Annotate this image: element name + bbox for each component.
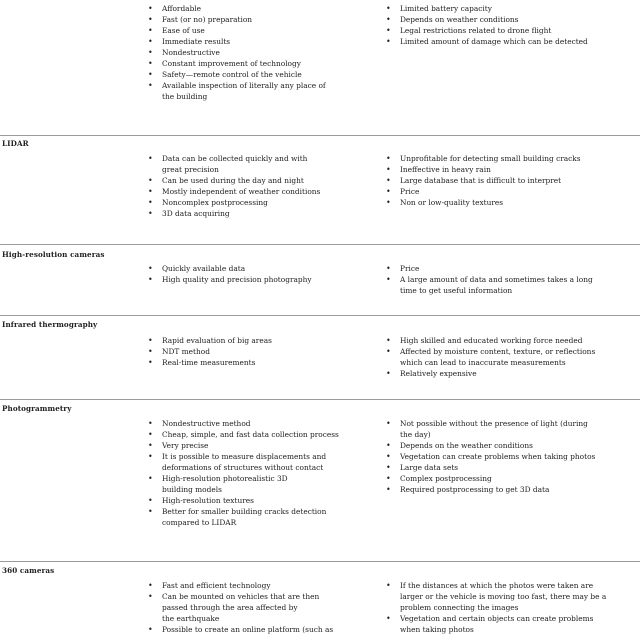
list-item: • Affected by moisture content, texture, or reflections which can lead to inaccurate measurements <box>386 346 636 368</box>
section-title: LIDAR <box>2 139 29 148</box>
list-item: • Large database that is difficult to interpret <box>386 175 636 186</box>
list-item: • Rapid evaluation of big areas <box>148 335 358 346</box>
disadvantages-list <box>386 580 636 635</box>
advantages-list <box>148 263 358 285</box>
list-item: • Constant improvement of technology <box>148 58 358 69</box>
list-item: • Legal restrictions related to drone flight <box>386 25 636 36</box>
list-item: • Complex postprocessing <box>386 473 636 484</box>
section-title: 360 cameras <box>2 566 55 575</box>
list-item: • Required postprocessing to get 3D data <box>386 484 636 495</box>
list-item: • Affordable <box>148 3 358 14</box>
list-item: • 3D data acquiring <box>148 208 358 219</box>
list-item: • If the distances at which the photos were taken are larger or the vehicle is moving too fast, there may be a problem connecting the images <box>386 580 636 613</box>
list-item: • Ease of use <box>148 25 358 36</box>
list-item: • High quality and precision photography <box>148 274 358 285</box>
list-item: • Depends on weather conditions <box>386 14 636 25</box>
list-item: • Relatively expensive <box>386 368 636 379</box>
list-item: • Mostly independent of weather conditions <box>148 186 358 197</box>
list-item: • Nondestructive <box>148 47 358 58</box>
list-item: • Better for smaller building cracks detection compared to LIDAR <box>148 506 358 528</box>
list-item: • Price <box>386 263 636 274</box>
disadvantages-list <box>386 153 636 208</box>
disadvantages-list <box>386 263 636 296</box>
disadvantages-list <box>386 3 636 47</box>
advantages-list <box>148 335 358 368</box>
list-item: • A large amount of data and sometimes takes a long time to get useful information <box>386 274 636 296</box>
list-item: • Safety—remote control of the vehicle <box>148 69 358 80</box>
list-item: • High skilled and educated working force needed <box>386 335 636 346</box>
list-item: • Data can be collected quickly and with great precision <box>148 153 358 175</box>
list-item: • NDT method <box>148 346 358 357</box>
list-item: • Vegetation and certain objects can create problems when taking photos <box>386 613 636 635</box>
list-item: • Cheap, simple, and fast data collection process <box>148 429 358 440</box>
row-divider <box>0 561 640 562</box>
list-item: • Vegetation can create problems when taking photos <box>386 451 636 462</box>
list-item: • Noncomplex postprocessing <box>148 197 358 208</box>
list-item: • Can be mounted on vehicles that are then passed through the area affected by the earthquake <box>148 591 358 624</box>
disadvantages-list <box>386 335 636 379</box>
list-item: • Price <box>386 186 636 197</box>
list-item: • Quickly available data <box>148 263 358 274</box>
row-divider <box>0 135 640 136</box>
list-item: • Nondestructive method <box>148 418 358 429</box>
list-item: • Available inspection of literally any place of the building <box>148 80 358 102</box>
list-item: • Ineffective in heavy rain <box>386 164 636 175</box>
list-item: • Non or low-quality textures <box>386 197 636 208</box>
list-item: • Can be used during the day and night <box>148 175 358 186</box>
disadvantages-list <box>386 418 636 495</box>
section-title: Infrared thermography <box>2 320 98 329</box>
list-item: • Unprofitable for detecting small building cracks <box>386 153 636 164</box>
advantages-list <box>148 418 358 528</box>
list-item: • Possible to create an online platform (such as <box>148 624 358 635</box>
list-item: • Limited battery capacity <box>386 3 636 14</box>
list-item: • Large data sets <box>386 462 636 473</box>
section-title: High-resolution cameras <box>2 250 105 259</box>
row-divider <box>0 315 640 316</box>
list-item: • Limited amount of damage which can be detected <box>386 36 636 47</box>
list-item: • High-resolution textures <box>148 495 358 506</box>
advantages-list <box>148 3 358 102</box>
advantages-list <box>148 580 358 635</box>
list-item: • It is possible to measure displacements and deformations of structures without contact <box>148 451 358 473</box>
section-title: Photogrammetry <box>2 404 72 413</box>
list-item: • High-resolution photorealistic 3D building models <box>148 473 358 495</box>
list-item: • Fast and efficient technology <box>148 580 358 591</box>
list-item: • Fast (or no) preparation <box>148 14 358 25</box>
list-item: • Depends on the weather conditions <box>386 440 636 451</box>
list-item: • Very precise <box>148 440 358 451</box>
advantages-list <box>148 153 358 219</box>
row-divider <box>0 244 640 245</box>
list-item: • Immediate results <box>148 36 358 47</box>
list-item: • Real-time measurements <box>148 357 358 368</box>
row-divider <box>0 399 640 400</box>
list-item: • Not possible without the presence of light (during the day) <box>386 418 636 440</box>
